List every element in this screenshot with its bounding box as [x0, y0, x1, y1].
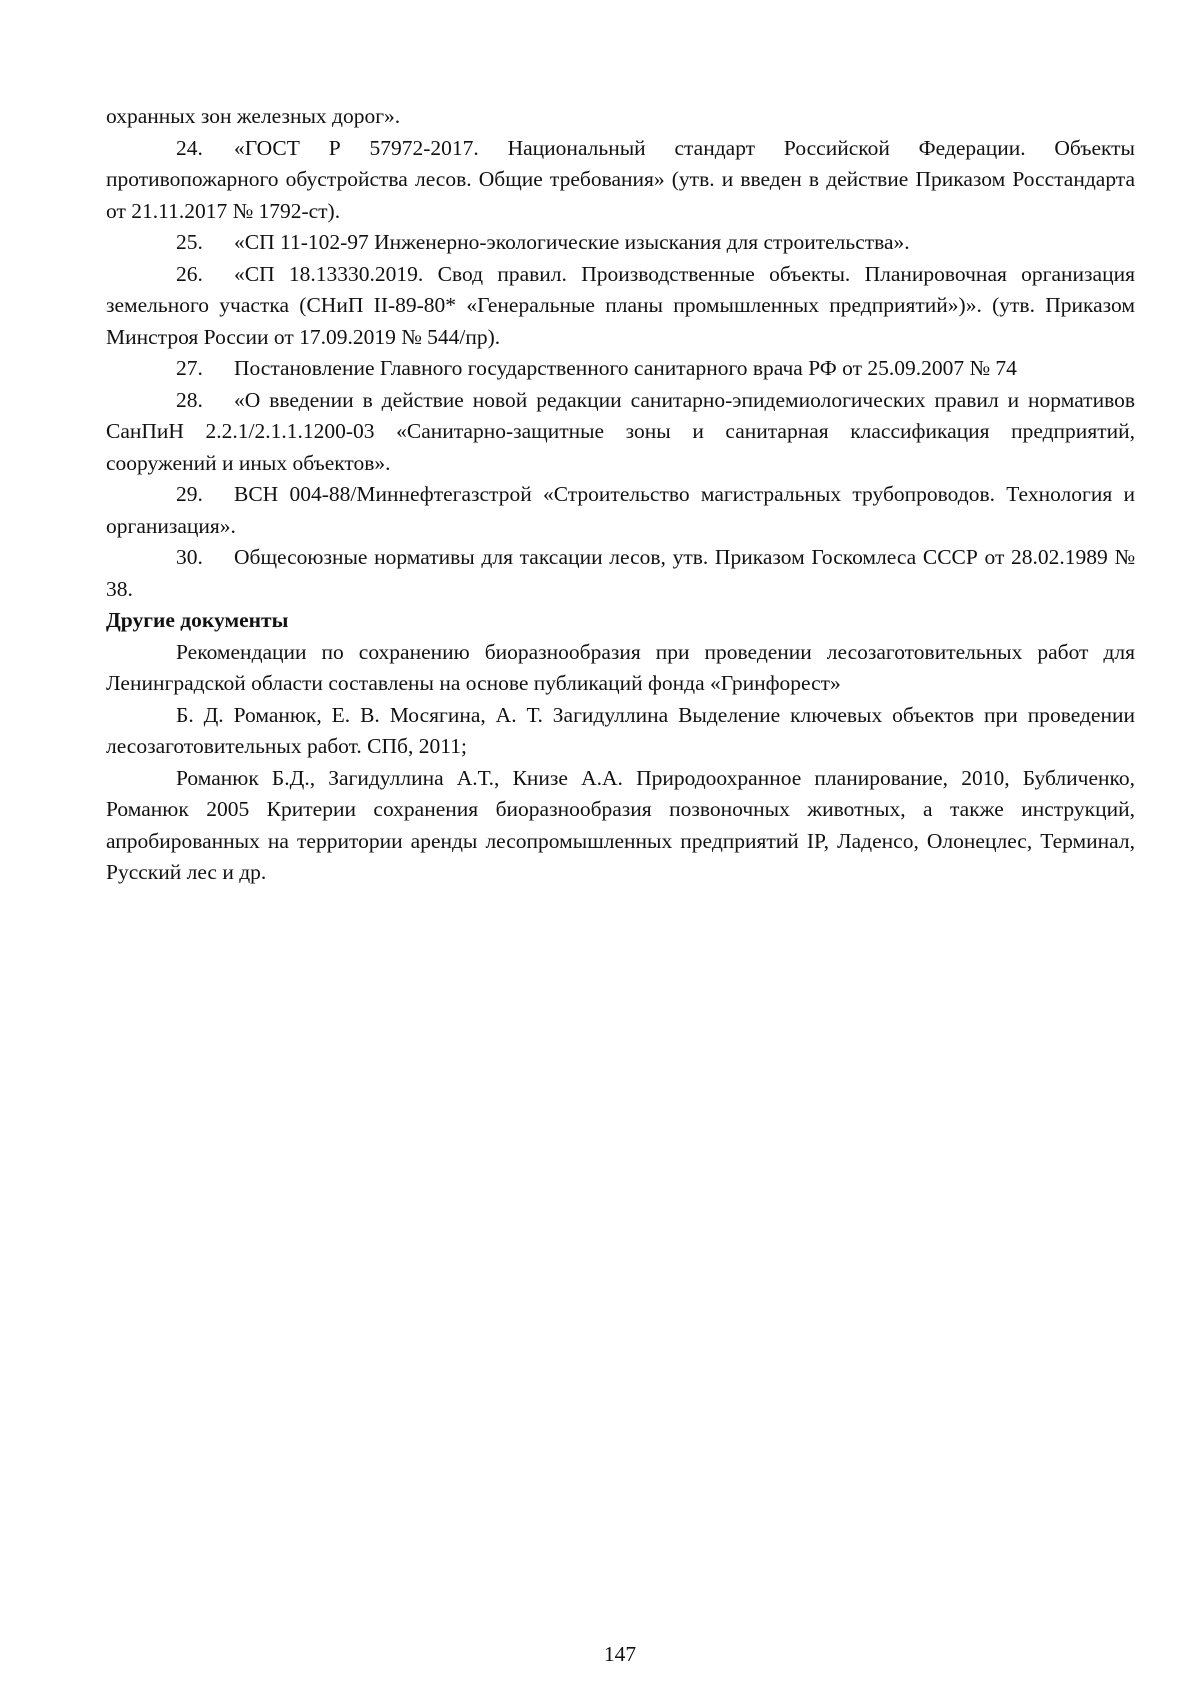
page-number: 147 — [603, 1642, 637, 1666]
item-text: ВСН 004-88/Миннефтегазстрой «Строительство магистральных трубопроводов. Технология и организация». — [106, 482, 1135, 538]
item-number: 27. — [176, 356, 203, 380]
section-heading: Другие документы — [106, 608, 289, 632]
list-item-28 — [106, 385, 1135, 480]
continuation-text: охранных зон железных дорог». — [106, 104, 401, 128]
item-number: 28. — [176, 387, 203, 412]
paragraph-romanyuk-2011: Б. Д. Романюк, Е. В. Мосягина, А. Т. Загидуллина Выделение ключевых объектов при проведении лесозаготовительных работ. СПб, 2011; — [106, 702, 1135, 758]
item-text: «О введении в действие новой редакции санитарно-эпидемиологических правил и нормативов СанПиН 2.2.1/2.1.1.1200-03 «Санитарно-защитные зоны и санитарная классификация предприятий, сооружений и иных объектов». — [106, 387, 1135, 475]
list-item-29 — [106, 479, 1135, 542]
list-item-30 — [106, 542, 1135, 605]
document-body — [106, 101, 1135, 889]
list-item-25 — [106, 227, 1135, 259]
item-number: 30. — [176, 545, 203, 569]
list-item-26 — [106, 259, 1135, 354]
list-item-24 — [106, 133, 1135, 228]
item-number: 24. — [176, 135, 203, 160]
item-text: Постановление Главного государственного санитарного врача РФ от 25.09.2007 № 74 — [234, 356, 1017, 380]
paragraph-romanyuk-2010: Романюк Б.Д., Загидуллина А.Т., Книзе А.А. Природоохранное планирование, 2010, Бубличенко, Романюк 2005 Критерии сохранения биоразнообразия позвоночных животных, а также инструкций, апробированных на территории аренды лесопромышленных предприятий IP, Ладенсо, Олонецлес, Терминал, Русский лес и др. — [106, 765, 1135, 884]
item-number: 25. — [176, 230, 203, 254]
item-number: 29. — [176, 482, 203, 506]
item-text: «СП 18.13330.2019. Свод правил. Производственные объекты. Планировочная организация земельного участка (СНиП II-89-80* «Генеральные планы промышленных предприятий»)». (утв. Приказом Минстроя России от 17.09.2019 № 544/пр). — [106, 261, 1135, 349]
list-item-27 — [106, 353, 1135, 385]
item-text: Общесоюзные нормативы для таксации лесов, утв. Приказом Госкомлеса СССР от 28.02.1989 № 38. — [106, 545, 1135, 601]
item-text: «ГОСТ Р 57972-2017. Национальный стандарт Российской Федерации. Объекты противопожарного обустройства лесов. Общие требования» (утв. и введен в действие Приказом Росстандарта от 21.11.2017 № 1792-ст). — [106, 135, 1135, 223]
item-number: 26. — [176, 261, 203, 286]
item-text: «СП 11-102-97 Инженерно-экологические изыскания для строительства». — [234, 230, 910, 254]
paragraph-recommendations: Рекомендации по сохранению биоразнообразия при проведении лесозаготовительных работ для Ленинградской области составлены на основе публикаций фонда «Гринфорест» — [106, 639, 1135, 695]
